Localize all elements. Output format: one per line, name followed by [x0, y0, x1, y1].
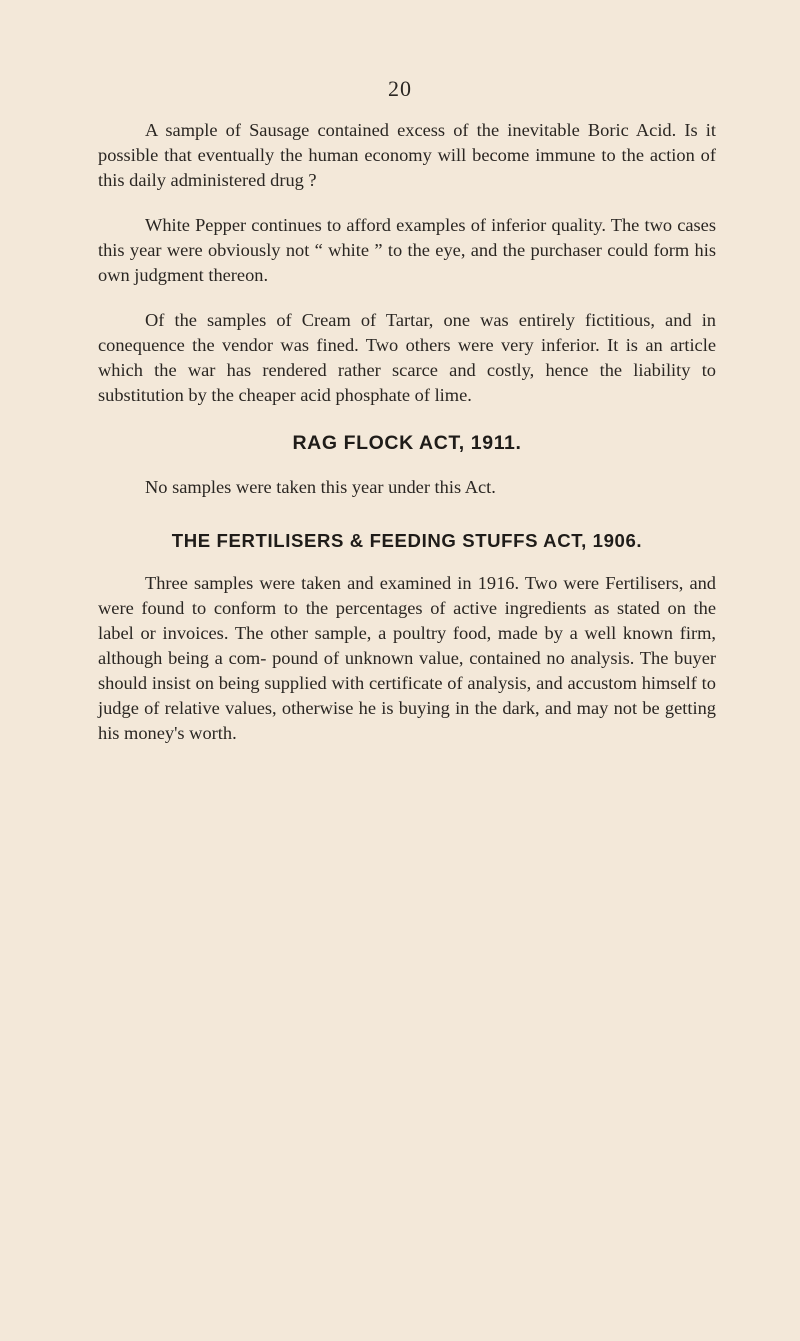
page-content	[98, 118, 716, 766]
paragraph-fertilisers: Three samples were taken and examined in 1916. Two were Fertilisers, and were found to conform to the percentages of active ingredients as stated on the label or invoices. The other sample, a poultry food, made by a well known firm, although being a com- pound of unknown value, contained no analysis. The buyer should insist on being supplied with certificate of analysis, and accustom himself to judge of relative values, otherwise he is buying in the dark, and may not be getting his money's worth.	[98, 573, 716, 743]
paragraph-white-pepper: White Pepper continues to afford examples of inferior quality. The two cases this year were obviously not “ white ” to the eye, and the purchaser could form his own judgment thereon.	[98, 215, 716, 285]
rag-flock-heading: RAG FLOCK ACT, 1911.	[292, 432, 522, 454]
page-number: 20	[388, 76, 412, 101]
paragraph-sausage: A sample of Sausage contained excess of the inevitable Boric Acid. Is it possible that eventually the human economy will become immune to the action of this daily administered drug ?	[98, 120, 716, 190]
fertilisers-heading: THE FERTILISERS & FEEDING STUFFS ACT, 1906.	[171, 530, 643, 551]
paragraph-rag-flock: No samples were taken this year under this Act.	[145, 477, 496, 497]
paragraph-cream-of-tartar: Of the samples of Cream of Tartar, one was entirely fictitious, and in conequence the vendor was fined. Two others were very inferior. It is an article which the war has rendered rather scarce and costly, hence the liability to substitution by the cheaper acid phosphate of lime.	[98, 310, 716, 405]
